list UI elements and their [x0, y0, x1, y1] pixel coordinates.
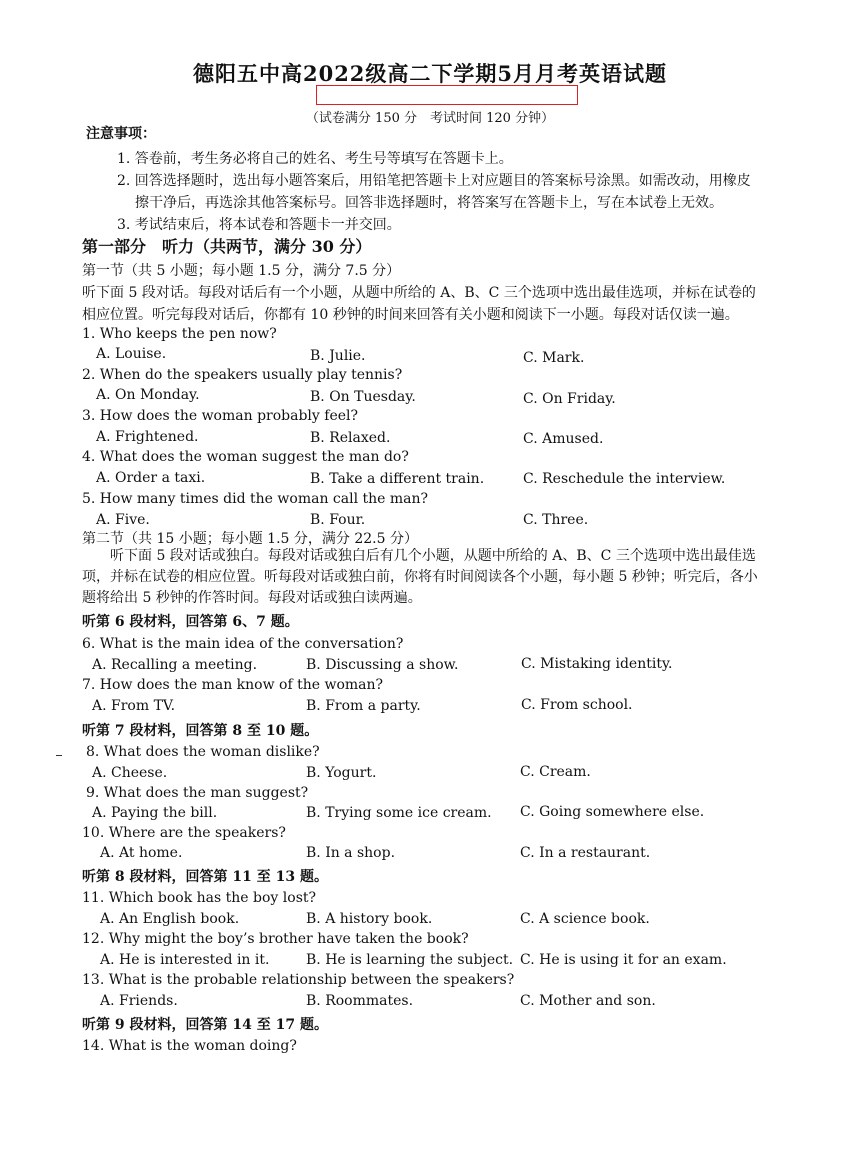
- question-text: 12. Why might the boy’s brother have taken the book?: [82, 931, 469, 947]
- option-c: C. He is using it for an exam.: [520, 952, 727, 968]
- highlight-box: [316, 85, 578, 105]
- note-item: 1. 答卷前，考生务必将自己的姓名、考生号等填写在答题卡上。: [117, 151, 513, 167]
- section-heading: 第二节（共 15 小题；每小题 1.5 分，满分 22.5 分）: [82, 531, 418, 547]
- page-title: 德阳五中高2022级高二下学期5月月考英语试题: [192, 61, 668, 86]
- note-item: 3. 考试结束后，将本试卷和答题卡一并交回。: [117, 217, 401, 233]
- part-heading: 第一部分 听力（共两节，满分 30 分）: [82, 237, 372, 256]
- option-b: B. Four.: [310, 512, 366, 528]
- option-b: B. Trying some ice cream.: [306, 805, 492, 821]
- option-b: B. On Tuesday.: [310, 389, 416, 405]
- option-c: C. Cream.: [520, 764, 591, 780]
- note-item: 擦干净后，再选涂其他答案标号。回答非选择题时，将答案写在答题卡上，写在本试卷上无效。: [135, 195, 723, 211]
- section-instructions: 听下面 5 段对话。每段对话后有一个小题，从题中所给的 A、B、C 三个选项中选出最佳选项，并标在试卷的: [82, 285, 756, 301]
- option-b: B. In a shop.: [306, 845, 396, 861]
- option-b: B. Take a different train.: [310, 471, 485, 487]
- section-instructions: 相应位置。听完每段对话后，你都有 10 秒钟的时间来回答有关小题和阅读下一小题。每段对话仅读一遍。: [82, 307, 739, 323]
- option-b: B. Discussing a show.: [306, 657, 459, 673]
- option-b: B. Yogurt.: [306, 765, 377, 781]
- question-text: 3. How does the woman probably feel?: [82, 408, 358, 424]
- option-a: A. On Monday.: [96, 387, 200, 403]
- notes-heading: 注意事项：: [86, 126, 156, 142]
- question-text: 13. What is the probable relationship between the speakers?: [82, 972, 515, 988]
- question-text: 5. How many times did the woman call the man?: [82, 491, 429, 507]
- section-instructions: 听下面 5 段对话或独白。每段对话或独白后有几个小题，从题中所给的 A、B、C 三个选项中选出最佳选: [110, 548, 756, 564]
- material-heading: 听第 8 段材料，回答第 11 至 13 题。: [82, 869, 328, 885]
- section-instructions: 项，并标在试卷的相应位置。听每段对话或独白前，你将有时间阅读各个小题，每小题 5 秒钟；听完后，各小: [82, 569, 758, 585]
- option-b: B. A history book.: [306, 911, 433, 927]
- option-a: A. Louise.: [96, 346, 167, 362]
- option-c: C. Going somewhere else.: [520, 804, 705, 820]
- option-c: C. A science book.: [520, 911, 650, 927]
- option-c: C. Mother and son.: [520, 993, 656, 1009]
- question-text: 14. What is the woman doing?: [82, 1038, 297, 1054]
- option-a: A. He is interested in it.: [100, 952, 270, 968]
- option-c: C. On Friday.: [523, 391, 616, 407]
- note-item: 2. 回答选择题时，选出每小题答案后，用铅笔把答题卡上对应题目的答案标号涂黑。如需改动，用橡皮: [117, 173, 751, 189]
- option-c: C. Three.: [523, 512, 589, 528]
- option-a: A. Recalling a meeting.: [92, 657, 258, 673]
- question-text: 6. What is the main idea of the conversation?: [82, 636, 404, 652]
- option-a: A. Frightened.: [96, 429, 199, 445]
- material-heading: 听第 9 段材料，回答第 14 至 17 题。: [82, 1017, 328, 1033]
- option-c: C. Mistaking identity.: [521, 656, 673, 672]
- option-c: C. In a restaurant.: [520, 845, 651, 861]
- section-instructions: 题将给出 5 秒钟的作答时间。每段对话或独白读两遍。: [82, 590, 422, 606]
- section-heading: 第一节（共 5 小题；每小题 1.5 分，满分 7.5 分）: [82, 263, 401, 279]
- option-a: A. Friends.: [100, 993, 178, 1009]
- question-text: 9. What does the man suggest?: [86, 785, 309, 801]
- question-text: 10. Where are the speakers?: [82, 825, 286, 841]
- option-a: A. Five.: [96, 512, 150, 528]
- question-text: 11. Which book has the boy lost?: [82, 890, 317, 906]
- material-heading: 听第 6 段材料，回答第 6、7 题。: [82, 614, 299, 630]
- option-b: B. Roommates.: [306, 993, 414, 1009]
- option-c: C. From school.: [521, 697, 633, 713]
- option-a: A. From TV.: [92, 698, 176, 714]
- option-a: A. At home.: [100, 845, 183, 861]
- material-heading: 听第 7 段材料，回答第 8 至 10 题。: [82, 723, 319, 739]
- question-text: 7. How does the man know of the woman?: [82, 677, 384, 693]
- option-c: C. Reschedule the interview.: [523, 471, 726, 487]
- option-c: C. Amused.: [523, 431, 604, 447]
- option-b: B. Relaxed.: [310, 430, 391, 446]
- question-text: 2. When do the speakers usually play tennis?: [82, 367, 403, 383]
- margin-mark: [56, 755, 62, 756]
- option-b: B. He is learning the subject.: [306, 952, 514, 968]
- option-a: A. Cheese.: [92, 765, 168, 781]
- exam-subtitle: （试卷满分 150 分 考试时间 120 分钟）: [305, 111, 555, 126]
- question-text: 4. What does the woman suggest the man do?: [82, 449, 409, 465]
- option-a: A. Paying the bill.: [92, 805, 218, 821]
- option-c: C. Mark.: [523, 350, 585, 366]
- question-text: 1. Who keeps the pen now?: [82, 326, 277, 342]
- option-a: A. An English book.: [100, 911, 240, 927]
- option-b: B. From a party.: [306, 698, 421, 714]
- option-b: B. Julie.: [310, 348, 366, 364]
- question-text: 8. What does the woman dislike?: [86, 744, 320, 760]
- option-a: A. Order a taxi.: [96, 470, 206, 486]
